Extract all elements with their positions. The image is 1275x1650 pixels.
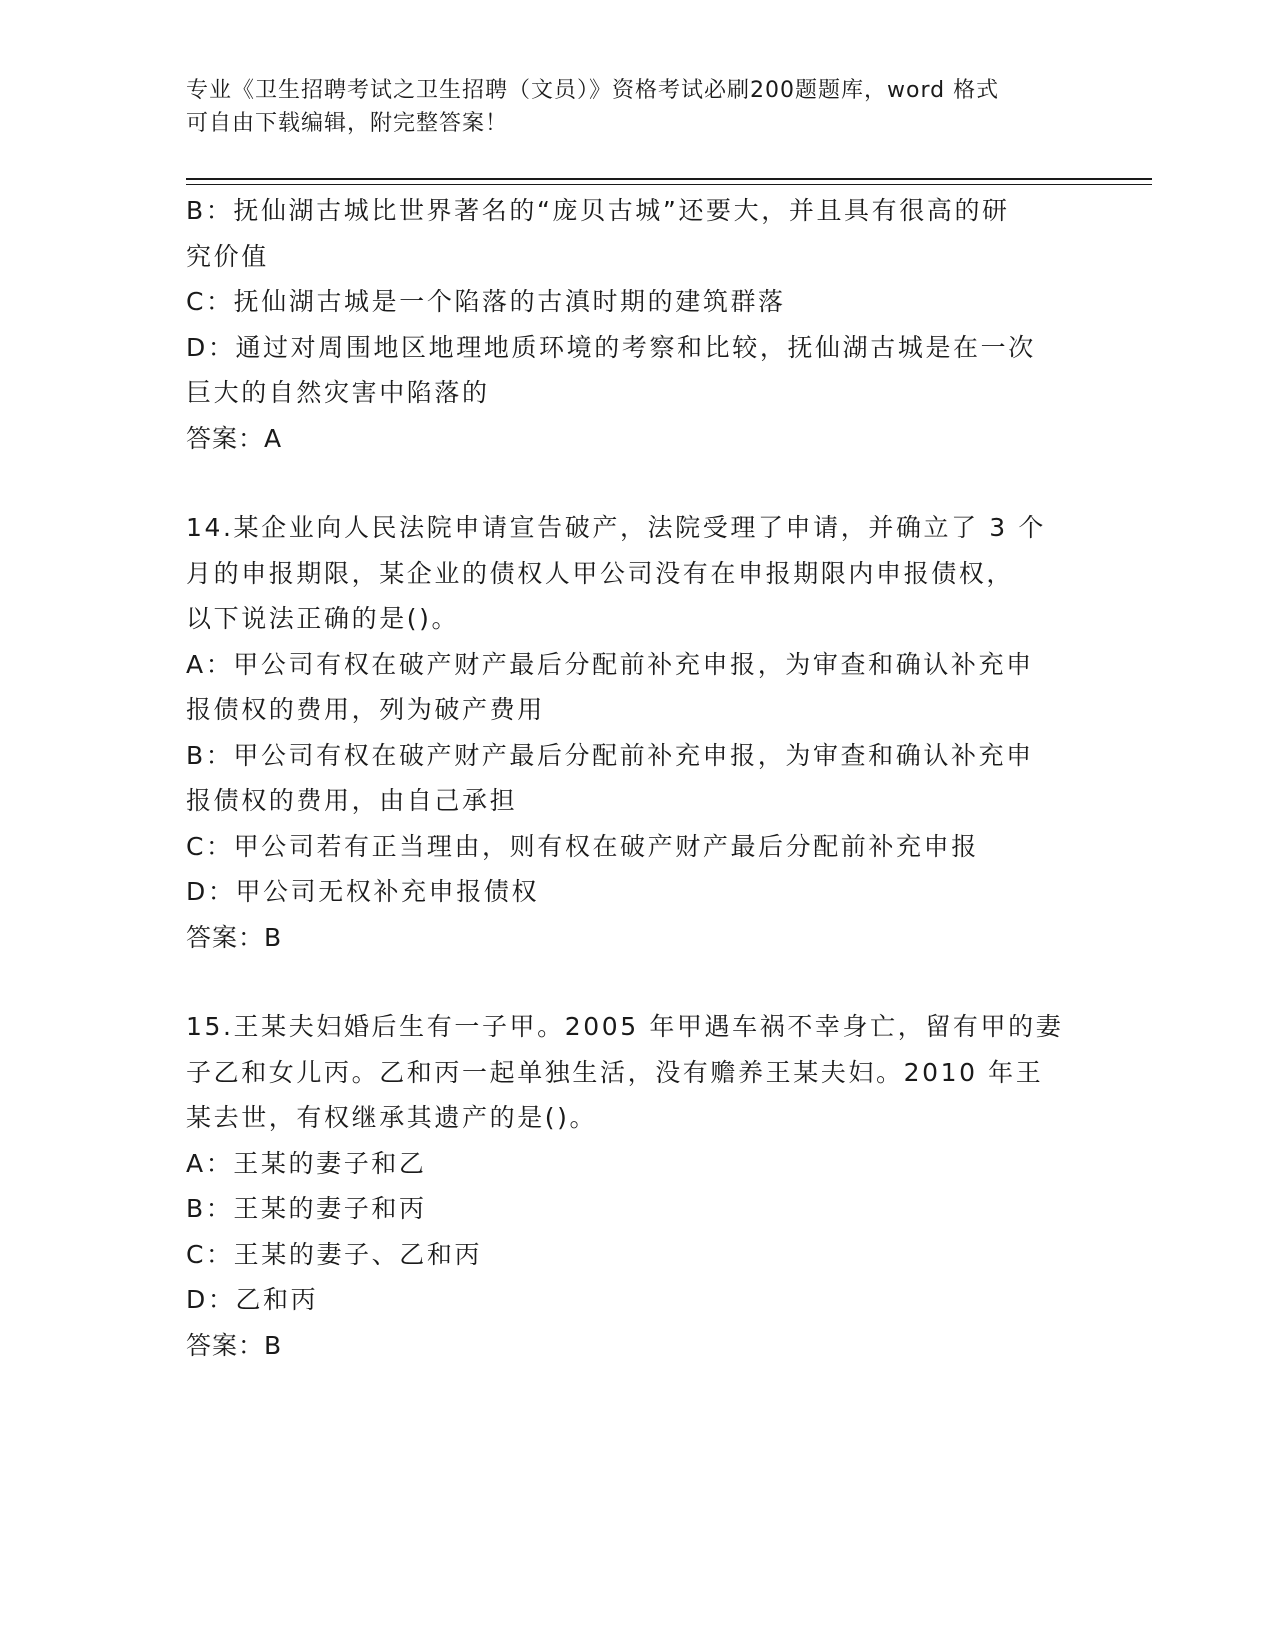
q14-stem-line-2: 月的申报期限，某企业的债权人甲公司没有在申报期限内申报债权，: [186, 558, 1015, 588]
q14-option-b-line-1: B：甲公司有权在破产财产最后分配前补充申报，为审查和确认补充申: [186, 740, 1034, 770]
question-14-block: [186, 505, 1086, 960]
header-line-1: 专业《卫生招聘考试之卫生招聘（文员）》资格考试必刷200题题库，word 格式: [186, 78, 1000, 103]
q13-answer: 答案：A: [186, 423, 283, 453]
q15-answer: 答案：B: [186, 1330, 283, 1360]
q15-stem-line-3: 某去世，有权继承其遗产的是()。: [186, 1103, 598, 1132]
q14-option-d: D：甲公司无权补充申报债权: [186, 877, 540, 906]
q14-option-c: C：甲公司若有正当理由，则有权在破产财产最后分配前补充申报: [186, 831, 979, 861]
q15-stem-line-1: 15.王某夫妇婚后生有一子甲。2005 年甲遇车祸不幸身亡，留有甲的妻: [186, 1012, 1064, 1041]
spacer: [186, 960, 1086, 1004]
page-header: [186, 74, 1066, 140]
q14-answer: 答案：B: [186, 922, 283, 952]
q15-option-b: B：王某的妻子和丙: [186, 1194, 427, 1223]
q15-option-a: A：王某的妻子和乙: [186, 1148, 427, 1178]
q13-option-b-line-1: B：抚仙湖古城比世界著名的“庞贝古城”还要大，并且具有很高的研: [186, 196, 1010, 225]
q14-option-b-line-2: 报债权的费用，由自己承担: [186, 786, 518, 815]
q14-option-a-line-1: A：甲公司有权在破产财产最后分配前补充申报，为审查和确认补充申: [186, 649, 1034, 679]
spacer: [186, 461, 1086, 505]
q14-option-a-line-2: 报债权的费用，列为破产费用: [186, 695, 545, 724]
question-15-block: [186, 1004, 1086, 1368]
q15-option-c: C：王某的妻子、乙和丙: [186, 1239, 483, 1269]
q13-option-b-line-2: 究价值: [186, 241, 269, 271]
header-line-2: 可自由下载编辑，附完整答案！: [186, 111, 509, 136]
question-13-block: [186, 188, 1086, 461]
q14-stem-line-1: 14.某企业向人民法院申请宣告破产，法院受理了申请，并确立了 3 个: [186, 513, 1046, 542]
q13-option-d-line-2: 巨大的自然灾害中陷落的: [186, 378, 490, 407]
question-content: [186, 188, 1086, 1368]
q15-stem-line-2: 子乙和女儿丙。乙和丙一起单独生活，没有赡养王某夫妇。2010 年王: [186, 1057, 1044, 1087]
q15-option-d: D：乙和丙: [186, 1285, 319, 1314]
header-divider-thin: [186, 184, 1152, 185]
header-divider-thick: [186, 178, 1152, 180]
q13-option-d-line-1: D：通过对周围地区地理地质环境的考察和比较，抚仙湖古城是在一次: [186, 332, 1036, 362]
q13-option-c: C：抚仙湖古城是一个陷落的古滇时期的建筑群落: [186, 287, 786, 316]
q14-stem-line-3: 以下说法正确的是()。: [186, 604, 460, 633]
